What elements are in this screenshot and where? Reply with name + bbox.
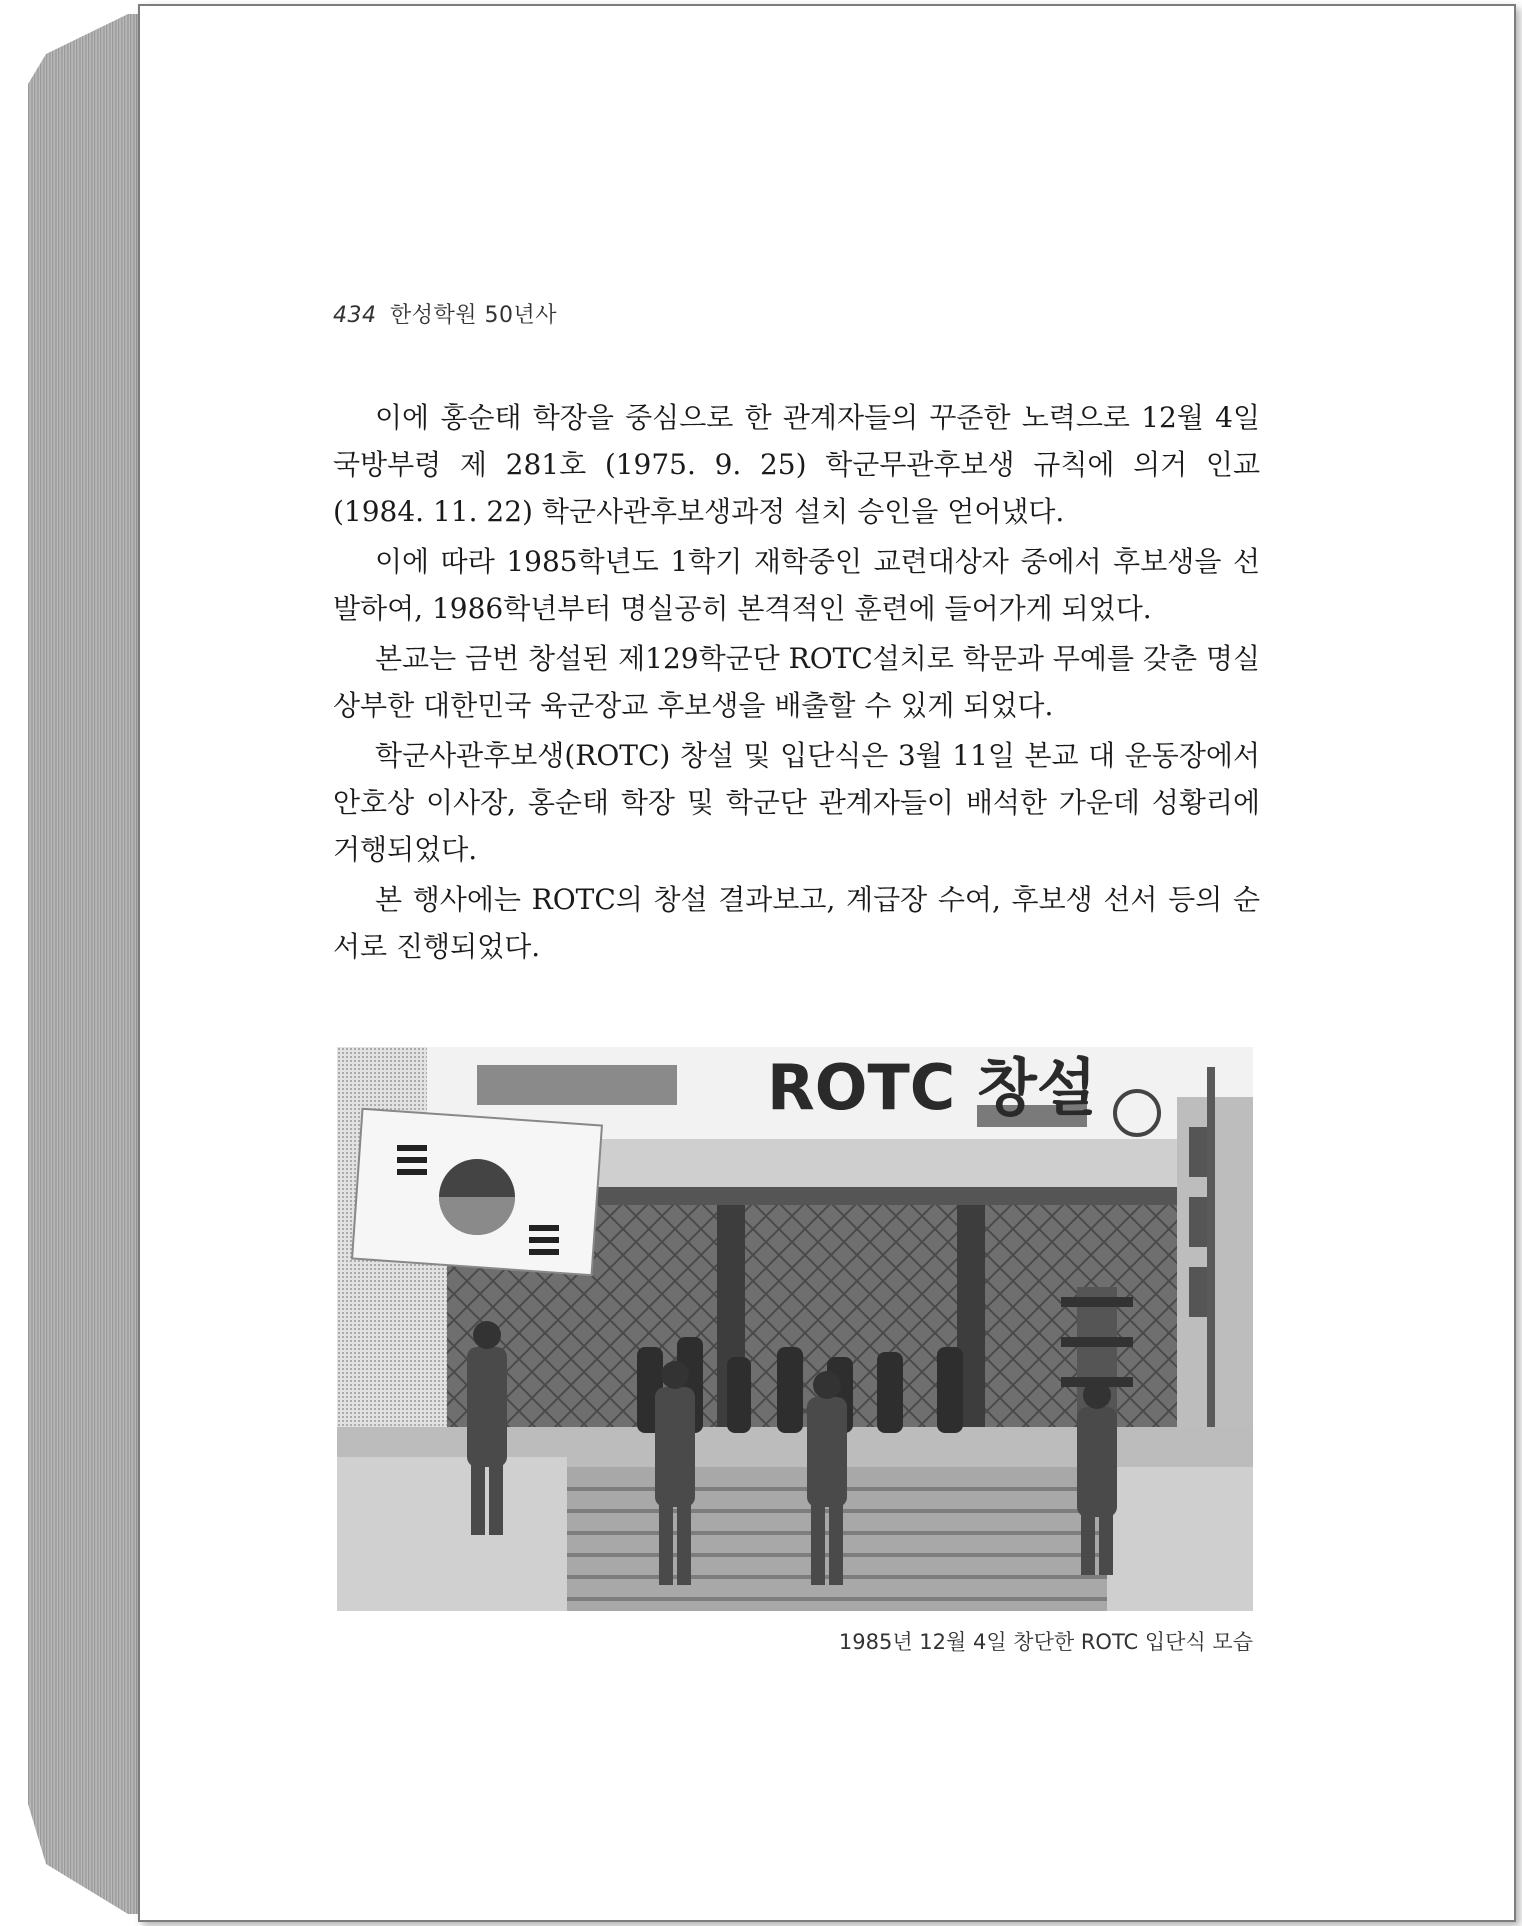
book-title: 한성학원 50년사	[390, 303, 557, 328]
photo-caption: 1985년 12월 4일 창단한 ROTC 입단식 모습	[838, 1630, 1253, 1654]
page-number: 434	[333, 303, 377, 328]
banner-text: ROTC 창설	[767, 1051, 1097, 1124]
paragraph: 본 행사에는 ROTC의 창설 결과보고, 계급장 수여, 후보생 선서 등의 순서로 진행되었다.	[333, 883, 1260, 963]
paragraph: 본교는 금번 창설된 제129학군단 ROTC설치로 학문과 무예를 갖춘 명실상부한 대한민국 육군장교 후보생을 배출할 수 있게 되었다.	[333, 642, 1260, 722]
paragraph: 이에 홍순태 학장을 중심으로 한 관계자들의 꾸준한 노력으로 12월 4일 국방부령 제 281호 (1975. 9. 25) 학군무관후보생 규칙에 의거 인교(1984. 11. 22) 학군사관후보생과정 설치 승인을 얻어냈다.	[333, 401, 1260, 528]
ceremony-photo	[337, 1047, 1253, 1611]
paragraph: 학군사관후보생(ROTC) 창설 및 입단식은 3월 11일 본교 대 운동장에서 안호상 이사장, 홍순태 학장 및 학군단 관계자들이 배석한 가운데 성황리에 거행되었다.	[333, 739, 1260, 866]
paragraph: 이에 따라 1985학년도 1학기 재학중인 교련대상자 중에서 후보생을 선발하여, 1986학년부터 명실공히 본격적인 훈련에 들어가게 되었다.	[333, 545, 1260, 625]
running-head	[333, 298, 557, 329]
book-page-stack	[28, 14, 150, 1914]
body-text	[333, 394, 1260, 973]
